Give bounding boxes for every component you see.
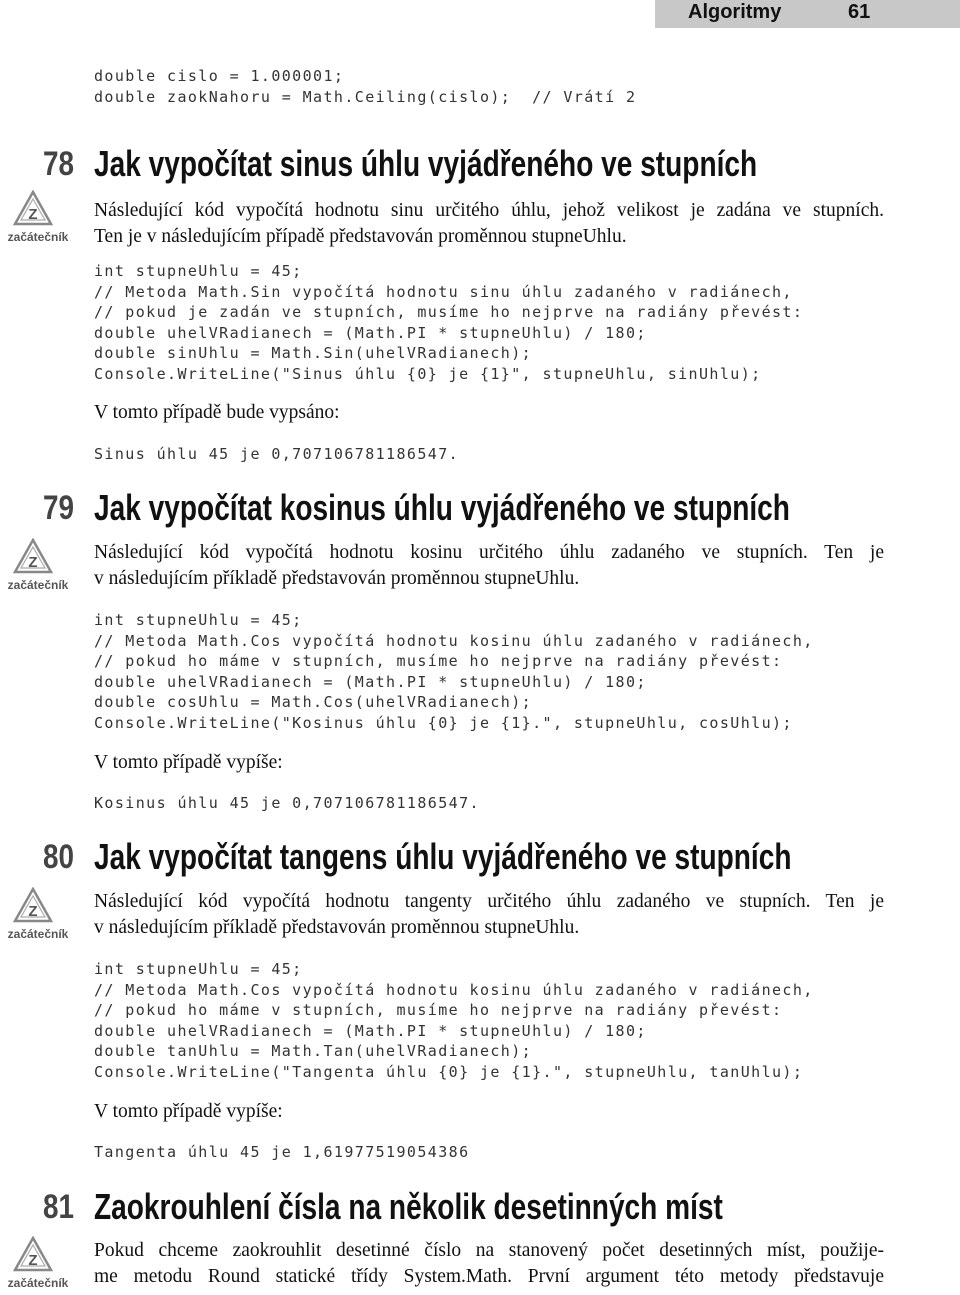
- svg-text:Z: Z: [28, 903, 38, 920]
- code-block-79: [94, 610, 814, 733]
- code-line: double uhelVRadianech = (Math.PI * stupneUhlu) / 180;: [94, 672, 647, 691]
- level-badge: [6, 190, 69, 248]
- warning-triangle-icon: [13, 190, 53, 228]
- code-line: int stupneUhlu = 45;: [94, 611, 303, 629]
- code-block-80: [94, 959, 814, 1082]
- code-line: // Metoda Math.Cos vypočítá hodnotu kosinu úhlu zadaného v radiánech,: [94, 631, 814, 650]
- level-label: začátečník: [7, 927, 69, 941]
- level-badge: [6, 887, 69, 945]
- code-line: double zaokNahoru = Math.Ceiling(cislo); // Vrátí 2: [94, 87, 637, 106]
- section-intro-line: Následující kód vypočítá hodnotu kosinu určitého úhlu zadaného ve stupních. Ten je: [94, 542, 884, 563]
- code-block-78: [94, 261, 803, 384]
- section-number-81: 81: [42, 1188, 74, 1226]
- code-line: // Metoda Math.Cos vypočítá hodnotu kosinu úhlu zadaného v radiánech,: [94, 980, 814, 999]
- section-intro-line: v následujícím příkladě představován proměnnou stupneUhlu.: [94, 568, 580, 589]
- code-line: // Metoda Math.Sin vypočítá hodnotu sinu úhlu zadaného v radiánech,: [94, 282, 793, 301]
- warning-triangle-icon: [13, 887, 53, 925]
- section-number-78: 78: [42, 145, 74, 183]
- code-line: // pokud ho máme v stupních, musíme ho nejprve na radiány převést:: [94, 652, 783, 670]
- section-title-78: Jak vypočítat sinus úhlu vyjádřeného ve stupních: [94, 143, 758, 184]
- output-text: Sinus úhlu 45 je 0,707106781186547.: [94, 445, 460, 463]
- output-note: V tomto případě vypíše:: [94, 752, 283, 773]
- output-note: V tomto případě bude vypsáno:: [94, 402, 340, 423]
- section-intro-line: Ten je v následujícím případě představován proměnnou stupneUhlu.: [94, 226, 627, 247]
- warning-triangle-icon: [13, 538, 53, 576]
- section-intro-line: Následující kód vypočítá hodnotu tangenty určitého úhlu zadaného ve stupních. Ten je: [94, 891, 884, 912]
- code-line: Console.WriteLine("Tangenta úhlu {0} je {1}.", stupneUhlu, tanUhlu);: [94, 1062, 804, 1081]
- svg-text:Z: Z: [28, 1252, 38, 1269]
- code-line: Console.WriteLine("Kosinus úhlu {0} je {1}.", stupneUhlu, cosUhlu);: [94, 713, 793, 732]
- svg-text:Z: Z: [28, 554, 38, 571]
- section-number-80: 80: [42, 838, 74, 876]
- section-title-81: Zaokrouhlení čísla na několik desetinných míst: [94, 1186, 723, 1227]
- section-intro-line: Pokud chceme zaokrouhlit desetinné číslo na stanovený počet desetinných míst, použije-: [94, 1240, 884, 1261]
- page-number: 61: [848, 1, 871, 23]
- code-block-top: [94, 66, 636, 107]
- code-line: Console.WriteLine("Sinus úhlu {0} je {1}", stupneUhlu, sinUhlu);: [94, 364, 762, 383]
- section-intro-line: Následující kód vypočítá hodnotu sinu určitého úhlu, jehož velikost je zadána ve stupních.: [94, 200, 884, 221]
- code-line: double cosUhlu = Math.Cos(uhelVRadianech);: [94, 693, 533, 711]
- code-line: // pokud je zadán ve stupních, musíme ho nejprve na radiány převést:: [94, 303, 804, 321]
- chapter-title: Algoritmy: [688, 1, 782, 23]
- level-label: začátečník: [7, 578, 69, 592]
- warning-triangle-icon: [13, 1236, 53, 1274]
- code-line: double uhelVRadianech = (Math.PI * stupneUhlu) / 180;: [94, 323, 647, 342]
- section-title-79: Jak vypočítat kosinus úhlu vyjádřeného ve stupních: [94, 487, 790, 528]
- code-line: int stupneUhlu = 45;: [94, 960, 303, 978]
- code-line: double cislo = 1.000001;: [94, 67, 345, 85]
- section-intro-line: v následujícím příkladě představován proměnnou stupneUhlu.: [94, 917, 580, 938]
- svg-text:Z: Z: [28, 206, 38, 223]
- level-badge: [6, 1236, 69, 1294]
- code-line: int stupneUhlu = 45;: [94, 262, 303, 280]
- code-line: double tanUhlu = Math.Tan(uhelVRadianech);: [94, 1042, 533, 1060]
- section-number-79: 79: [42, 489, 74, 527]
- level-label: začátečník: [7, 230, 69, 244]
- level-label: začátečník: [7, 1276, 69, 1290]
- output-text: Tangenta úhlu 45 je 1,61977519054386: [94, 1143, 470, 1161]
- code-line: double uhelVRadianech = (Math.PI * stupneUhlu) / 180;: [94, 1021, 647, 1040]
- section-intro-line: me metodu Round statické třídy System.Math. První argument této metody představuje: [94, 1266, 884, 1287]
- code-line: // pokud ho máme v stupních, musíme ho nejprve na radiány převést:: [94, 1001, 783, 1019]
- level-badge: [6, 538, 69, 596]
- output-text: Kosinus úhlu 45 je 0,707106781186547.: [94, 794, 480, 812]
- output-note: V tomto případě vypíše:: [94, 1101, 283, 1122]
- code-line: double sinUhlu = Math.Sin(uhelVRadianech);: [94, 344, 533, 362]
- section-title-80: Jak vypočítat tangens úhlu vyjádřeného ve stupních: [94, 836, 792, 877]
